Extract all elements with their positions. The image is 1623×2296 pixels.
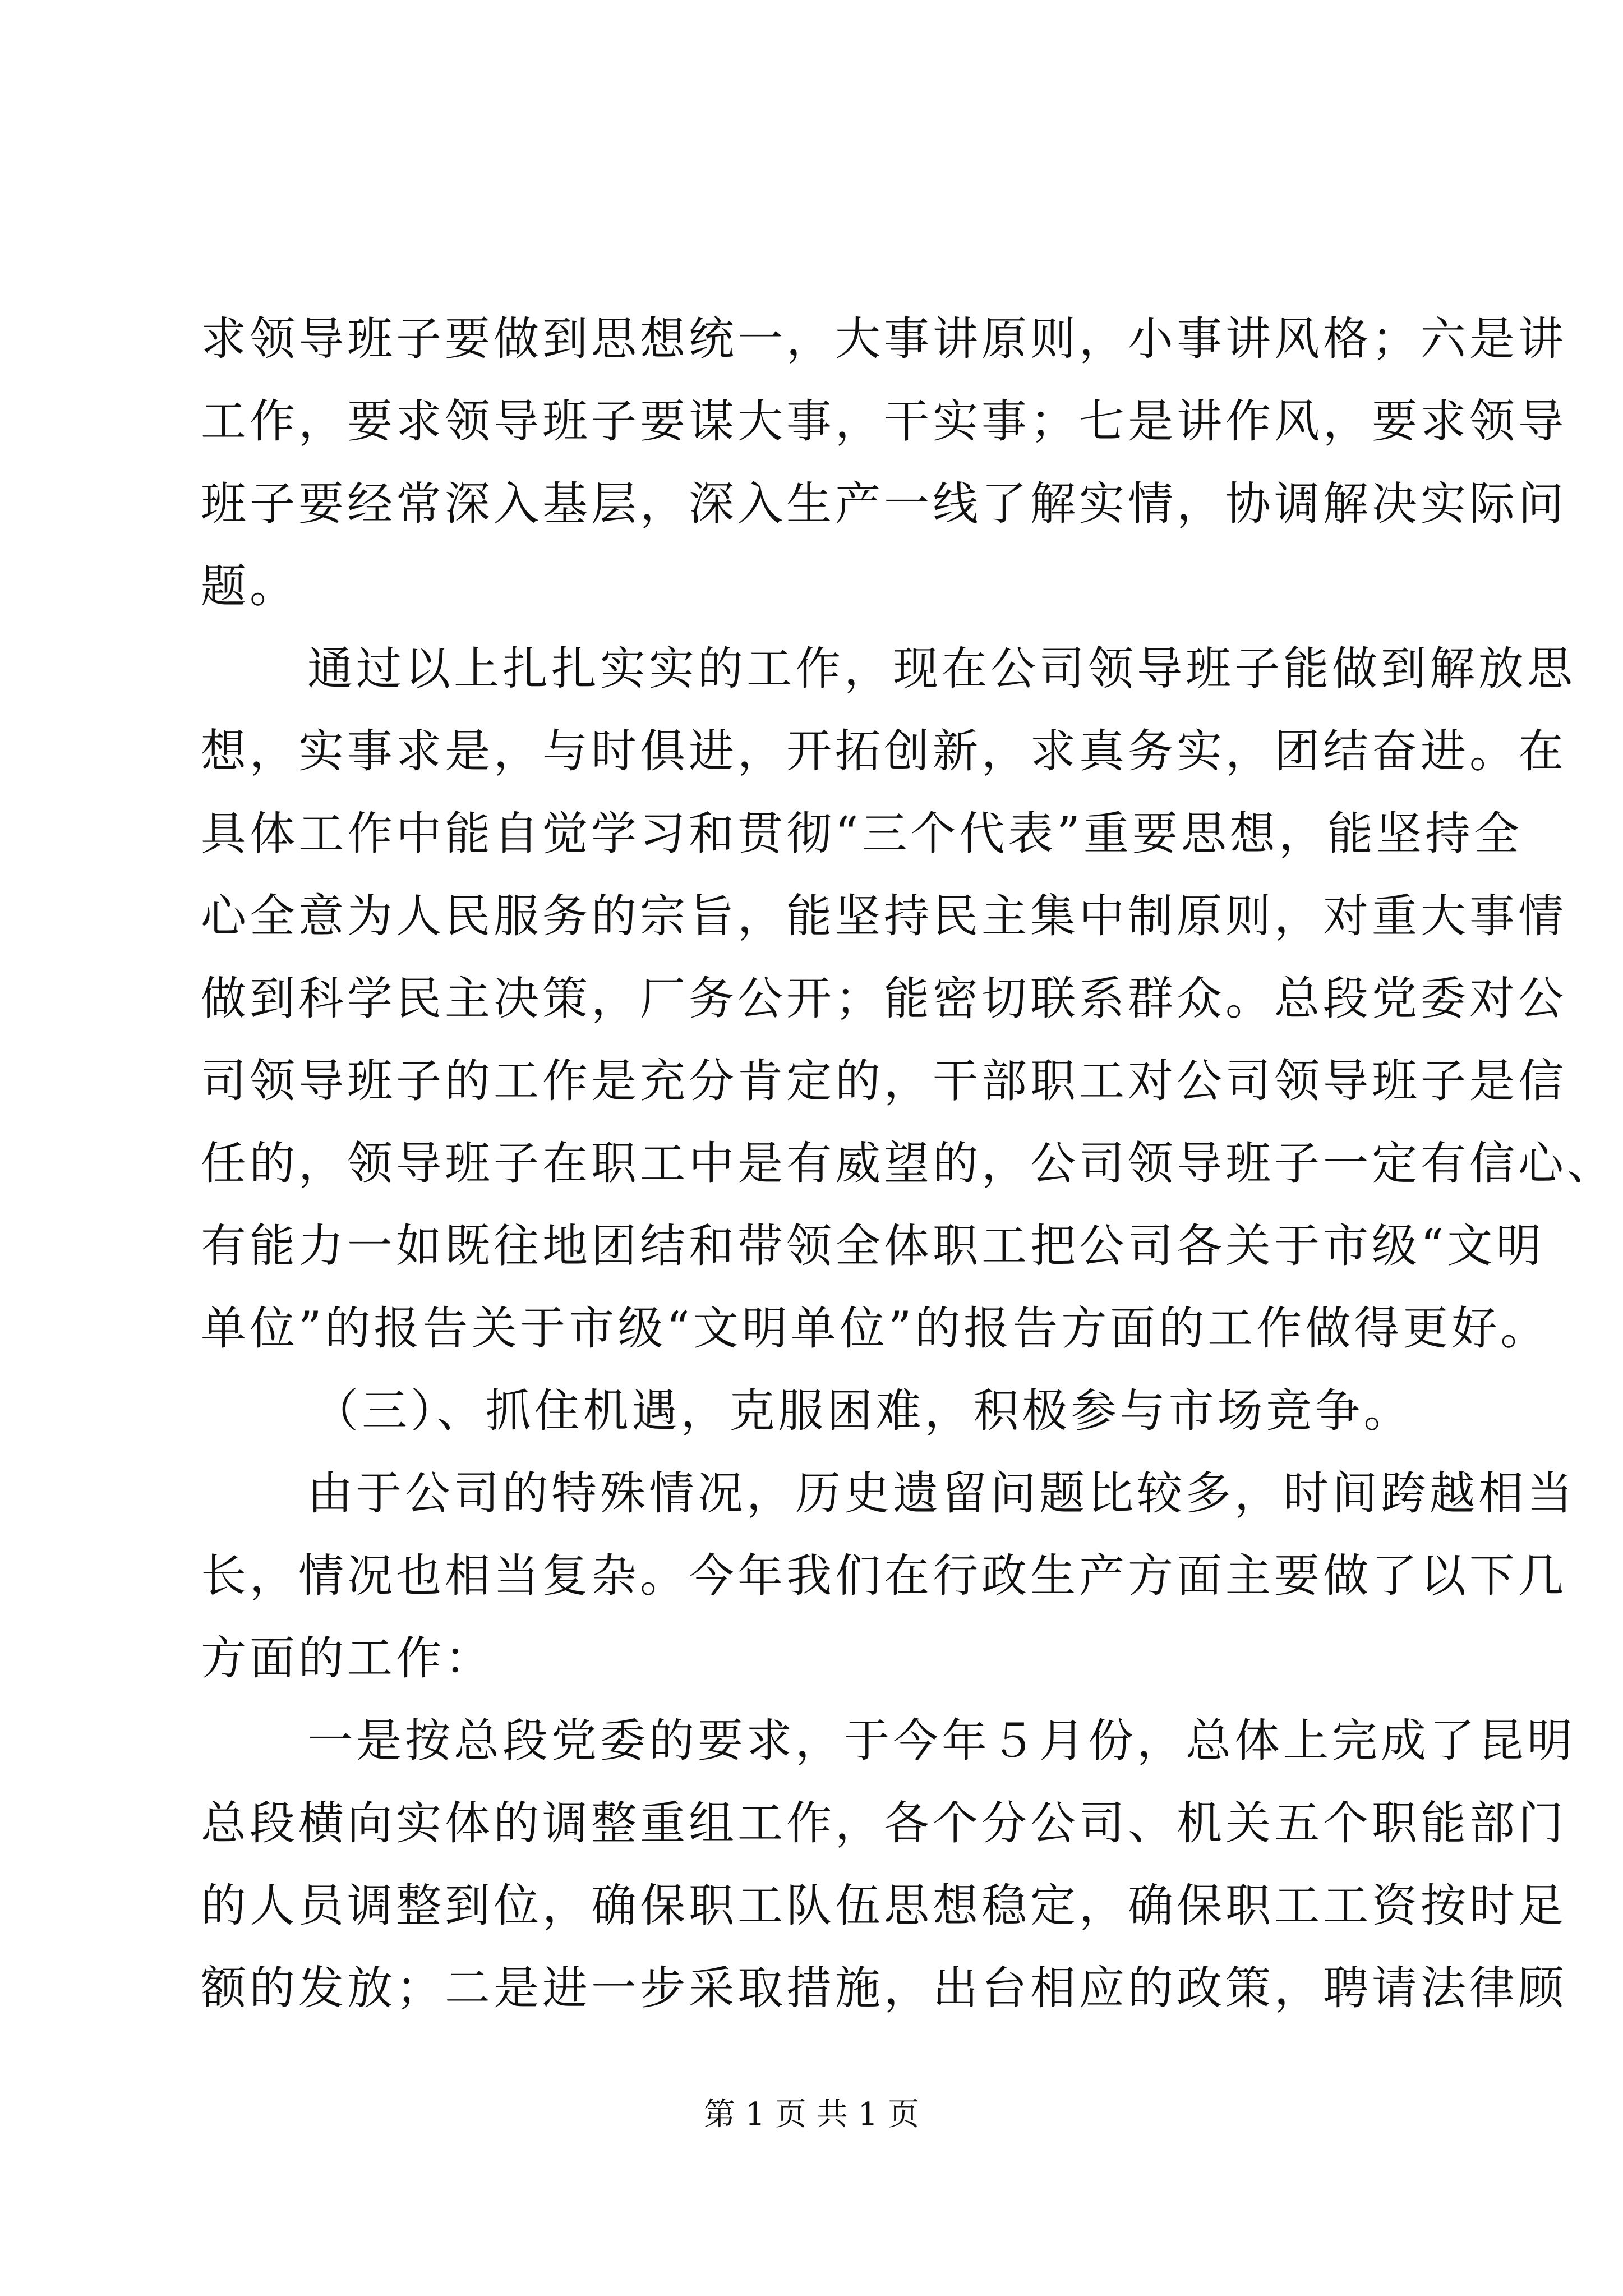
body-line-17: 方面的工作： <box>201 1632 494 1685</box>
body-line-12: 有能力一如既往地团结和带领全体职工把公司各关于市级“文明 <box>201 1220 1545 1273</box>
body-line-21: 额的发放；二是进一步采取措施，出台相应的政策，聘请法律顾 <box>201 1962 1567 2015</box>
body-line-11: 任的，领导班子在职工中是有威望的，公司领导班子一定有信心、 <box>201 1138 1616 1190</box>
body-line-20: 的人员调整到位，确保职工队伍思想稳定，确保职工工资按时足 <box>201 1880 1567 1932</box>
body-line-16: 长，情况也相当复杂。今年我们在行政生产方面主要做了以下几 <box>201 1550 1567 1603</box>
page-number-footer: 第 1 页 共 1 页 <box>703 2096 920 2133</box>
body-line-13: 单位”的报告关于市级“文明单位”的报告方面的工作做得更好。 <box>201 1303 1550 1355</box>
body-line-3: 班子要经常深入基层，深入生产一线了解实情，协调解决实际问 <box>201 478 1567 531</box>
body-line-1: 求领导班子要做到思想统一，大事讲原则，小事讲风格；六是讲 <box>201 313 1567 366</box>
section-heading: （三）、抓住机遇，克服困难，积极参与市场竞争。 <box>313 1385 1413 1438</box>
body-line-9: 做到科学民主决策，厂务公开；能密切联系群众。总段党委对公 <box>201 973 1567 1025</box>
body-line-8: 心全意为人民服务的宗旨，能坚持民主集中制原则，对重大事情 <box>201 890 1567 943</box>
body-line-19: 总段横向实体的调整重组工作，各个分公司、机关五个职能部门 <box>201 1797 1567 1850</box>
body-line-5: 通过以上扎扎实实的工作，现在公司领导班子能做到解放思 <box>307 643 1576 696</box>
body-line-6: 想，实事求是，与时俱进，开拓创新，求真务实，团结奋进。在 <box>201 725 1567 778</box>
body-line-15: 由于公司的特殊情况，历史遗留问题比较多，时间跨越相当 <box>307 1467 1576 1520</box>
body-line-10: 司领导班子的工作是充分肯定的，干部职工对公司领导班子是信 <box>201 1055 1567 1108</box>
body-line-2: 工作，要求领导班子要谋大事，干实事；七是讲作风，要求领导 <box>201 395 1567 448</box>
body-line-4: 题。 <box>201 560 299 613</box>
body-line-18: 一是按总段党委的要求，于今年５月份，总体上完成了昆明 <box>307 1715 1576 1768</box>
body-line-7: 具体工作中能自觉学习和贯彻“三个代表”重要思想，能坚持全 <box>201 808 1523 861</box>
